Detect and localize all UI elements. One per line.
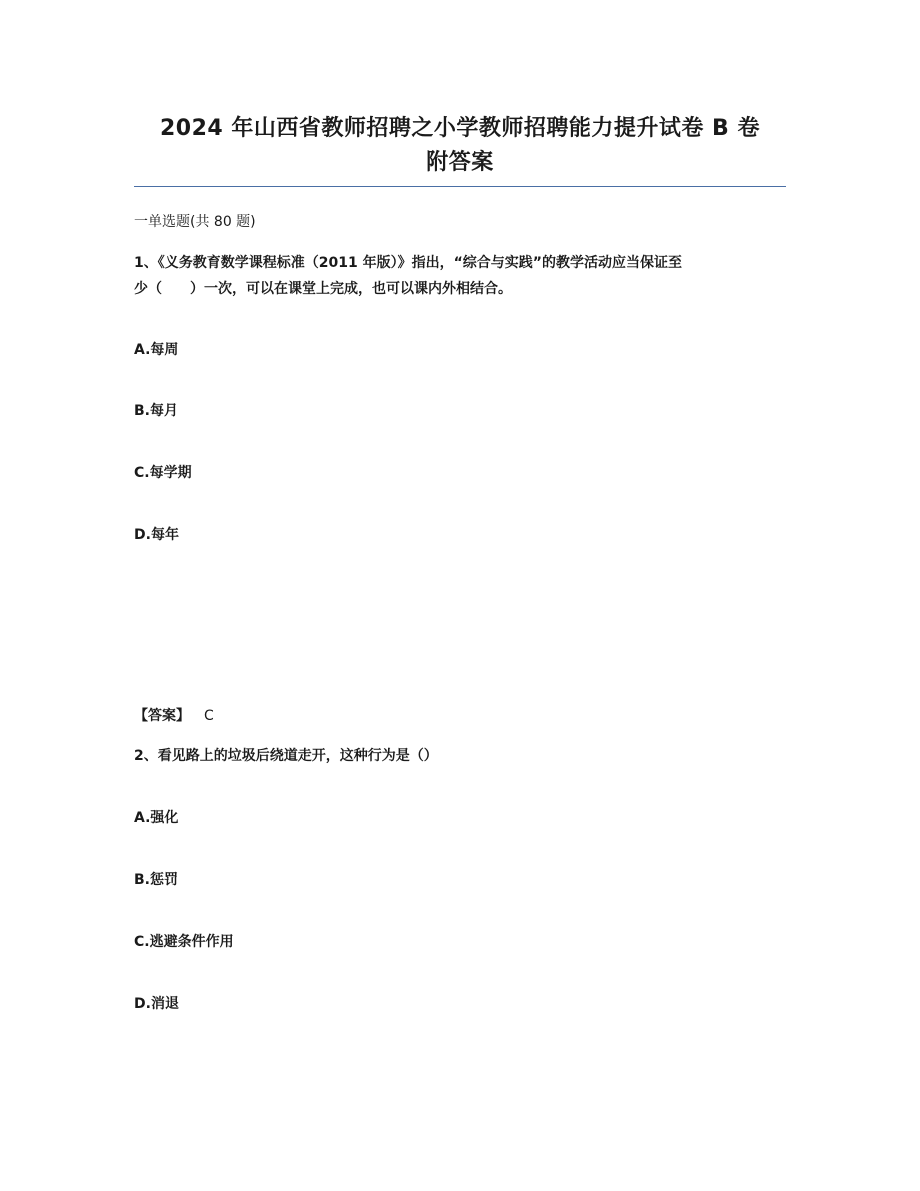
question-1-stem-line-1: 1、《义务教育数学课程标准（2011 年版）》指出，“综合与实践”的教学活动应当保证至 bbox=[134, 255, 682, 271]
question-1-stem-line-2: 少（ ）一次，可以在课堂上完成，也可以课内外相结合。 bbox=[134, 281, 512, 297]
section-heading: 一单选题(共 80 题) bbox=[134, 214, 256, 230]
question-2-option-c: C.逃避条件作用 bbox=[134, 934, 234, 950]
question-2-stem: 2、看见路上的垃圾后绕道走开，这种行为是（） bbox=[134, 748, 438, 764]
question-2-option-d: D.消退 bbox=[134, 996, 179, 1012]
document-title bbox=[134, 112, 786, 180]
question-1-option-c: C.每学期 bbox=[134, 465, 192, 481]
question-1-answer bbox=[134, 706, 214, 726]
title-line-2: 附答案 bbox=[426, 150, 494, 175]
answer-label: 【答案】 bbox=[134, 708, 190, 724]
question-1-option-d: D.每年 bbox=[134, 527, 179, 543]
question-2-option-b: B.惩罚 bbox=[134, 872, 178, 888]
question-2-option-a: A.强化 bbox=[134, 810, 179, 826]
question-1-option-a: A.每周 bbox=[134, 342, 179, 358]
answer-value: C bbox=[204, 708, 214, 724]
title-line-1: 2024 年山西省教师招聘之小学教师招聘能力提升试卷 B 卷 bbox=[160, 116, 760, 141]
question-1-option-b: B.每月 bbox=[134, 403, 178, 419]
title-divider bbox=[134, 186, 786, 187]
